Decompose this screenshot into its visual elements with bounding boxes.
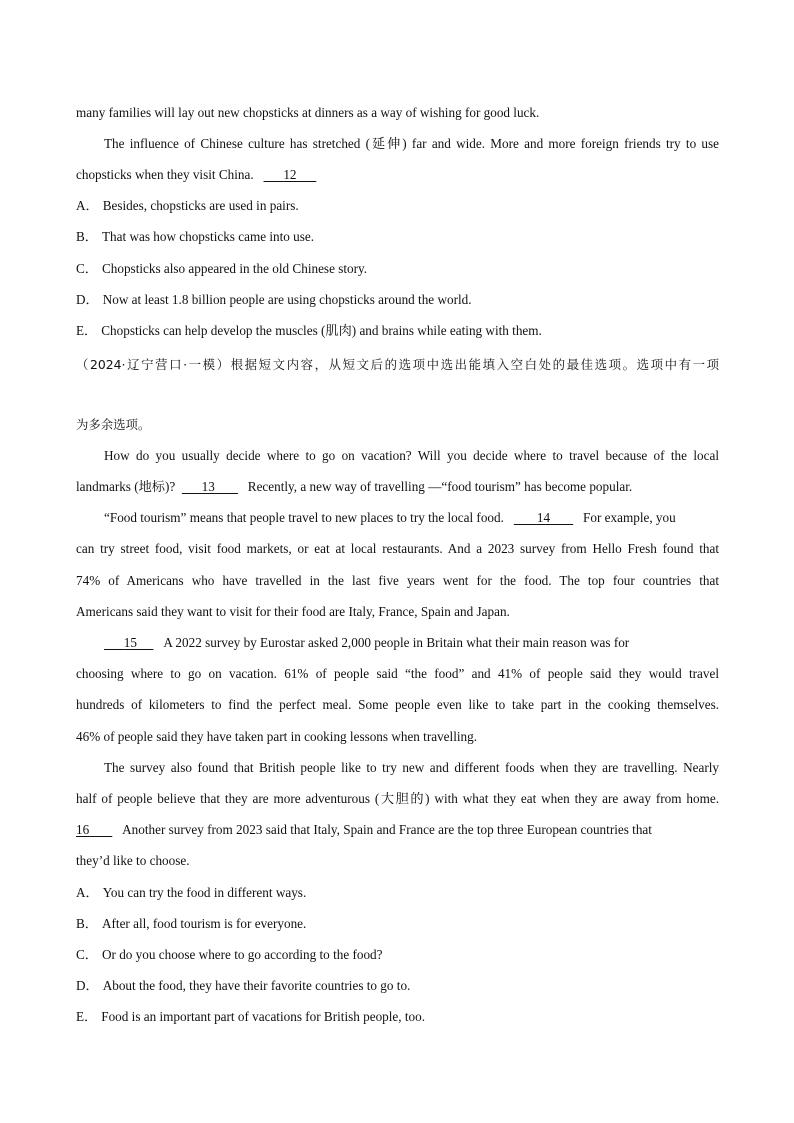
p2-line-2: can try street food, visit food markets, or eat at local restaurants. And a 2023 survey from Hello Fresh found that (76, 541, 719, 556)
instruction-line-2: 为多余选项。 (76, 417, 151, 432)
blank-14: 14 (536, 510, 551, 525)
p4-line-1: The survey also found that British people like to try new and different foods when they are travelling. Nearly (104, 760, 719, 775)
passage1-option-d: D． Now at least 1.8 billion people are using chopsticks around the world. (76, 292, 472, 307)
p3-line-4: 46% of people said they have taken part in cooking lessons when travelling. (76, 729, 478, 744)
blank-12: 12 (283, 167, 297, 182)
passage1-line-3-text: chopsticks when they visit China. (76, 167, 254, 182)
passage1-line-1: many families will lay out new chopsticks at dinners as a way of wishing for good luck. (76, 105, 540, 120)
blank-16: 16 (76, 822, 90, 837)
passage1-option-b: B． That was how chopsticks came into use. (76, 229, 315, 244)
p1-line-2: landmarks (地标)? 13 Recently, a new way of travelling —“food tourism” has become popular. (76, 479, 633, 494)
blank-15: 15 (123, 635, 137, 650)
p3-line-1: 15 A 2022 survey by Eurostar asked 2,000 people in Britain what their main reason was for (104, 634, 719, 652)
p2-line-3: 74% of Americans who have travelled in the last five years went for the food. The top four countries that (76, 573, 719, 588)
blank-13: 13 (201, 479, 215, 494)
instruction-line-1: （2024·辽宁营口·一模）根据短文内容，从短文后的选项中选出能填入空白处的最佳选项。选项中有一项 (76, 357, 719, 372)
passage2-option-c: C． Or do you choose where to go according to the food? (76, 947, 383, 962)
p4-line-2: half of people believe that they are more adventurous (大胆的) with what they eat when they are away from home. (76, 791, 719, 806)
p2-line-4: Americans said they want to visit for their food are Italy, France, Spain and Japan. (76, 604, 510, 619)
p4-line-3: 16 Another survey from 2023 said that Italy, Spain and France are the top three European countries that (76, 822, 652, 837)
p1-line-1: How do you usually decide where to go on vacation? Will you decide where to travel because of the local (104, 448, 719, 463)
passage1-line-3 (76, 166, 719, 184)
p4-line-4: they’d like to choose. (76, 853, 190, 868)
passage1-line-2: The influence of Chinese culture has stretched (延伸) far and wide. More and more foreign friends try to use (104, 136, 719, 151)
passage1-option-e: E． Chopsticks can help develop the muscles (肌肉) and brains while eating with them. (76, 323, 542, 338)
passage1-option-c: C． Chopsticks also appeared in the old Chinese story. (76, 261, 368, 276)
passage2-option-a: A． You can try the food in different ways. (76, 885, 307, 900)
passage2-option-e: E． Food is an important part of vacations for British people, too. (76, 1009, 426, 1024)
p3-line-2: choosing where to go on vacation. 61% of people said “the food” and 41% of people said they would travel (76, 666, 719, 681)
passage2-option-d: D． About the food, they have their favorite countries to go to. (76, 978, 411, 993)
p3-line-3: hundreds of kilometers to find the perfect meal. Some people even like to take part in the cooking themselves. (76, 697, 719, 712)
passage1-option-a: A． Besides, chopsticks are used in pairs. (76, 198, 299, 213)
p2-line-1: “Food tourism” means that people travel to new places to try the local food. 14 For example, you (104, 510, 676, 525)
passage2-option-b: B． After all, food tourism is for everyone. (76, 916, 307, 931)
